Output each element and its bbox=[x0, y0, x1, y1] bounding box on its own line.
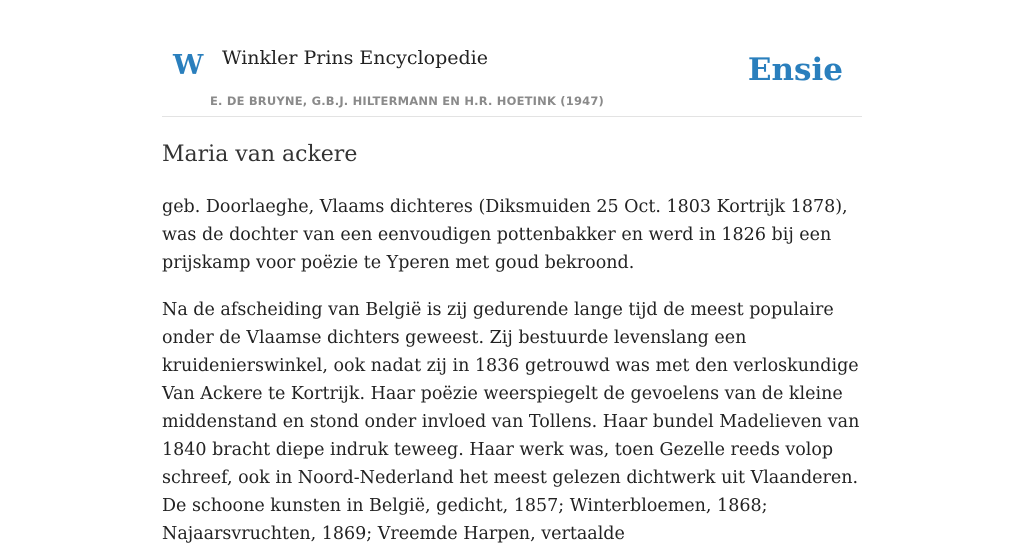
site-header bbox=[162, 0, 862, 117]
article-paragraph-1: geb. Doorlaeghe, Vlaams dichteres (Diksmuiden 25 Oct. 1803 Kortrijk 1878), was de dochter van een eenvoudigen pottenbakker en werd in 1826 bij een prijskamp voor poëzie te Yperen met goud bekroond. bbox=[162, 197, 848, 273]
winkler-prins-logo[interactable]: W bbox=[173, 50, 204, 81]
ensie-brand-link[interactable]: Ensie bbox=[747, 52, 843, 88]
article-title: Maria van ackere bbox=[162, 142, 358, 167]
site-title-link[interactable]: Winkler Prins Encyclopedie bbox=[222, 47, 488, 69]
authors-byline: E. DE BRUYNE, G.B.J. HILTERMANN EN H.R. HOETINK (1947) bbox=[210, 94, 605, 108]
article bbox=[162, 140, 864, 548]
article-paragraph-2: Na de afscheiding van België is zij gedurende lange tijd de meest populaire onder de Vlaamse dichters geweest. Zij bestuurde levenslang een kruidenierswinkel, ook nadat zij in 1836 getrouwd was met den verloskundige Van Ackere te Kortrijk. Haar poëzie weerspiegelt de gevoelens van de kleine middenstand en stond onder invloed van Tollens. Haar bundel Madelieven van 1840 bracht diepe indruk teweeg. Haar werk was, toen Gezelle reeds volop schreef, ook in Noord-Nederland het meest gelezen dichtwerk uit Vlaanderen. De schoone kunsten in België, gedicht, 1857; Winterbloemen, 1868; Najaarsvruchten, 1869; Vreemde Harpen, vertaalde bbox=[162, 300, 860, 544]
